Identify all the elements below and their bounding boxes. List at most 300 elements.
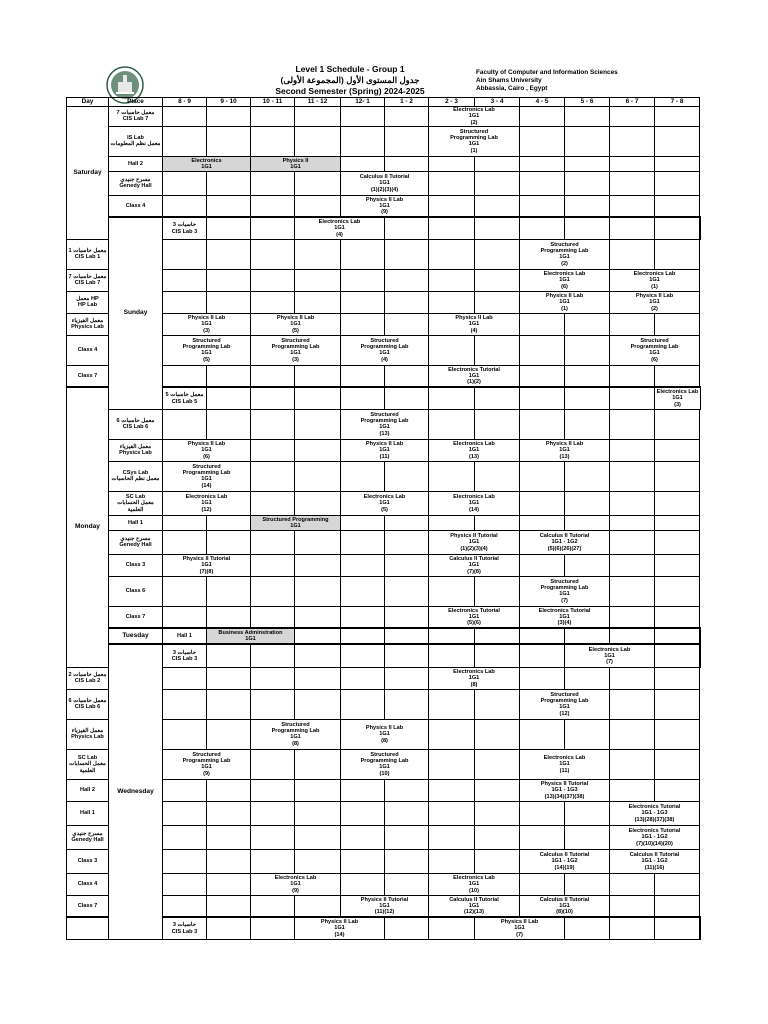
schedule-row (67, 291, 701, 313)
place-cell: Class 7 (109, 606, 163, 628)
empty-slot (475, 335, 520, 365)
session-cell: Electronics Lab 1G1 (5) (341, 491, 429, 515)
schedule-row (67, 195, 701, 217)
empty-slot (295, 461, 341, 491)
schedule-row (67, 825, 701, 849)
session-cell: Physics II Lab 1G1 (7) (475, 917, 565, 939)
column-header: 4 - 5 (520, 98, 565, 107)
empty-slot (385, 217, 429, 239)
empty-slot (207, 689, 251, 719)
schedule-row (67, 335, 701, 365)
empty-slot (385, 515, 429, 530)
empty-slot (251, 554, 295, 576)
day-cell (67, 917, 109, 939)
session-cell: Physics II Lab 1G1 (6) (163, 439, 251, 461)
empty-slot (295, 439, 341, 461)
address: Abbassia, Cairo , Egypt (476, 85, 548, 92)
schedule-row (67, 779, 701, 801)
empty-slot (520, 825, 565, 849)
empty-slot (655, 606, 700, 628)
column-header: 2 - 3 (429, 98, 475, 107)
empty-slot (520, 628, 565, 644)
place-cell: مسرح جنيدي Genedy Hall (67, 825, 109, 849)
empty-slot (341, 126, 385, 156)
empty-slot (610, 576, 655, 606)
place-cell: Class 6 (109, 576, 163, 606)
empty-slot (207, 849, 251, 873)
empty-slot (385, 667, 429, 689)
empty-slot (655, 409, 700, 439)
place-cell: SC Lab معمل الحسابات العلمية (109, 491, 163, 515)
column-header: 6 - 7 (610, 98, 655, 107)
session-cell: Electronics Lab 1G1 (13) (429, 439, 520, 461)
empty-slot (163, 825, 207, 849)
empty-slot (610, 917, 655, 939)
empty-slot (251, 126, 295, 156)
empty-slot (163, 291, 207, 313)
empty-slot (655, 491, 700, 515)
session-cell: Structured Programming Lab 1G1 (1) (429, 126, 520, 156)
empty-slot (429, 217, 475, 239)
place-cell: CSys Lab معمل نظم الحاسبات (109, 461, 163, 491)
empty-slot (655, 749, 700, 779)
header-row (67, 98, 701, 107)
place-cell: معمل حاسبات 5 CIS Lab 5 (163, 387, 207, 409)
session-cell: Electronics Lab 1G1 (7) (565, 644, 655, 667)
empty-slot (385, 365, 429, 387)
session-cell: Physics II Lab 1G1 (13) (520, 439, 610, 461)
session-cell: Structured Programming Lab 1G1 (2) (520, 239, 610, 269)
empty-slot (429, 387, 475, 409)
empty-slot (385, 825, 429, 849)
session-cell: Physics II Lab 1G1 (4) (429, 313, 520, 335)
schedule-row (67, 554, 701, 576)
empty-slot (251, 461, 295, 491)
faculty-name: Faculty of Computer and Information Sciences (476, 69, 618, 76)
empty-slot (385, 554, 429, 576)
empty-slot (251, 239, 295, 269)
session-cell: Electronics Tutorial 1G1 - 1G2 (7)(10)(14)(20) (610, 825, 700, 849)
empty-slot (341, 779, 385, 801)
place-cell: Hall 1 (67, 801, 109, 825)
schedule-arabic-title: جدول المستوى الأول (المجموعة الأولى) (280, 75, 420, 85)
column-header: 11 - 12 (295, 98, 341, 107)
empty-slot (610, 554, 655, 576)
empty-slot (385, 107, 429, 127)
place-cell: Hall 2 (109, 156, 163, 171)
empty-slot (385, 606, 429, 628)
empty-slot (341, 644, 385, 667)
place-cell: حاسبات 3 CIS Lab 3 (163, 917, 207, 939)
schedule-row (67, 644, 701, 667)
empty-slot (429, 335, 475, 365)
faculty-info (476, 69, 618, 93)
empty-slot (429, 515, 475, 530)
empty-slot (565, 387, 610, 409)
session-cell: Electronics Lab 1G1 (6) (520, 269, 610, 291)
session-cell: Calculus II Tutorial 1G1 - 1G2 (11)(16) (610, 849, 700, 873)
place-cell: Hall 1 (163, 628, 207, 644)
empty-slot (565, 313, 610, 335)
place-cell: SC Lab معمل الحسابات العلمية (67, 749, 109, 779)
empty-slot (295, 195, 341, 217)
empty-slot (565, 801, 610, 825)
empty-slot (251, 491, 295, 515)
empty-slot (163, 606, 207, 628)
empty-slot (655, 365, 700, 387)
place-cell: معمل حاسبات 1 CIS Lab 1 (67, 239, 109, 269)
empty-slot (655, 530, 700, 554)
empty-slot (163, 689, 207, 719)
empty-slot (655, 689, 700, 719)
empty-slot (341, 825, 385, 849)
empty-slot (341, 849, 385, 873)
empty-slot (610, 107, 655, 127)
schedule-row (67, 749, 701, 779)
schedule-row (67, 365, 701, 387)
empty-slot (341, 554, 385, 576)
empty-slot (655, 667, 700, 689)
empty-slot (475, 239, 520, 269)
empty-slot (251, 917, 295, 939)
place-cell: معمل حاسبات 7 CIS Lab 7 (67, 269, 109, 291)
empty-slot (207, 667, 251, 689)
empty-slot (610, 239, 655, 269)
column-header: 1 - 2 (385, 98, 429, 107)
schedule-row (67, 461, 701, 491)
empty-slot (475, 779, 520, 801)
empty-slot (341, 667, 385, 689)
place-cell: معمل الفيزياء Physics Lab (67, 313, 109, 335)
empty-slot (429, 628, 475, 644)
empty-slot (251, 849, 295, 873)
empty-slot (655, 895, 700, 917)
empty-slot (251, 291, 295, 313)
session-cell: Electronics Lab 1G1 (8) (429, 667, 520, 689)
session-cell: Electronics Lab 1G1 (1) (610, 269, 700, 291)
column-header: Day (67, 98, 109, 107)
empty-slot (655, 195, 700, 217)
session-cell: Electronics 1G1 (163, 156, 251, 171)
empty-slot (429, 171, 475, 195)
empty-slot (295, 606, 341, 628)
empty-slot (520, 195, 565, 217)
schedule-row (67, 628, 701, 644)
empty-slot (565, 873, 610, 895)
empty-slot (429, 749, 475, 779)
empty-slot (475, 801, 520, 825)
empty-slot (610, 515, 655, 530)
column-header: 12- 1 (341, 98, 385, 107)
empty-slot (295, 895, 341, 917)
session-cell: Structured Programming Lab 1G1 (7) (520, 576, 610, 606)
empty-slot (295, 365, 341, 387)
schedule-row (67, 895, 701, 917)
empty-slot (565, 825, 610, 849)
empty-slot (251, 576, 295, 606)
empty-slot (610, 689, 655, 719)
empty-slot (295, 667, 341, 689)
empty-slot (429, 917, 475, 939)
empty-slot (251, 409, 295, 439)
schedule-row (67, 801, 701, 825)
empty-slot (565, 667, 610, 689)
empty-slot (520, 107, 565, 127)
empty-slot (475, 156, 520, 171)
semester-title: Second Semester (Spring) 2024-2025 (275, 86, 425, 96)
session-cell: Electronics Tutorial 1G1 (1)(2) (429, 365, 520, 387)
empty-slot (163, 239, 207, 269)
empty-slot (655, 515, 700, 530)
empty-slot (475, 291, 520, 313)
empty-slot (700, 917, 701, 939)
empty-slot (207, 269, 251, 291)
empty-slot (565, 491, 610, 515)
empty-slot (610, 606, 655, 628)
column-header: 8 - 9 (163, 98, 207, 107)
empty-slot (207, 291, 251, 313)
empty-slot (163, 801, 207, 825)
empty-slot (207, 917, 251, 939)
empty-slot (475, 825, 520, 849)
empty-slot (341, 628, 385, 644)
empty-slot (341, 107, 385, 127)
empty-slot (655, 461, 700, 491)
empty-slot (610, 779, 655, 801)
place-cell: مسرح جنيدي Genedy Hall (109, 530, 163, 554)
empty-slot (207, 719, 251, 749)
empty-slot (610, 491, 655, 515)
empty-slot (341, 313, 385, 335)
empty-slot (163, 779, 207, 801)
session-cell: Physics II Tutorial 1G1 - 1G3 (13)(34)(37)(38) (520, 779, 610, 801)
empty-slot (610, 719, 655, 749)
empty-slot (520, 491, 565, 515)
empty-slot (565, 554, 610, 576)
schedule-row (67, 576, 701, 606)
empty-slot (475, 195, 520, 217)
session-cell: Calculus II Tutorial 1G1 (7)(8) (429, 554, 520, 576)
session-cell: Physics II Lab 1G1 (1) (520, 291, 610, 313)
empty-slot (520, 515, 565, 530)
empty-slot (207, 530, 251, 554)
place-cell: معمل حاسبات 6 CIS Lab 6 (67, 689, 109, 719)
empty-slot (610, 156, 655, 171)
empty-slot (163, 365, 207, 387)
schedule-row (67, 491, 701, 515)
session-cell: Calculus II Tutorial 1G1 (8)(10) (520, 895, 610, 917)
empty-slot (295, 801, 341, 825)
empty-slot (429, 239, 475, 269)
empty-slot (520, 667, 565, 689)
schedule-row (67, 156, 701, 171)
empty-slot (341, 801, 385, 825)
session-cell: Electronics Lab 1G1 (3) (655, 387, 701, 409)
column-header: 3 - 4 (475, 98, 520, 107)
university-name: Ain Shams University (476, 77, 542, 84)
empty-slot (385, 873, 429, 895)
empty-slot (610, 195, 655, 217)
empty-slot (610, 628, 655, 644)
empty-slot (655, 554, 700, 576)
empty-slot (610, 873, 655, 895)
empty-slot (429, 825, 475, 849)
empty-slot (565, 171, 610, 195)
empty-slot (295, 779, 341, 801)
empty-slot (475, 849, 520, 873)
schedule-row (67, 439, 701, 461)
empty-slot (163, 895, 207, 917)
empty-slot (610, 530, 655, 554)
empty-slot (475, 719, 520, 749)
place-cell: معمل حاسبات 2 CIS Lab 2 (67, 667, 109, 689)
empty-slot (251, 689, 295, 719)
place-cell: Class 7 (67, 895, 109, 917)
session-cell: Calculus II Tutorial 1G1 (12)(13) (429, 895, 520, 917)
empty-slot (520, 409, 565, 439)
empty-slot (207, 825, 251, 849)
session-cell: Structured Programming Lab 1G1 (3) (251, 335, 341, 365)
empty-slot (429, 644, 475, 667)
empty-slot (295, 825, 341, 849)
empty-slot (251, 895, 295, 917)
place-cell: Class 4 (109, 195, 163, 217)
empty-slot (295, 291, 341, 313)
empty-slot (295, 239, 341, 269)
column-header: 10 - 11 (251, 98, 295, 107)
empty-slot (565, 515, 610, 530)
empty-slot (295, 269, 341, 291)
empty-slot (520, 644, 565, 667)
empty-slot (610, 895, 655, 917)
session-cell: Structured Programming Lab 1G1 (9) (163, 749, 251, 779)
empty-slot (251, 269, 295, 291)
column-header: 7 - 8 (655, 98, 700, 107)
empty-slot (341, 606, 385, 628)
empty-slot (429, 409, 475, 439)
empty-slot (475, 269, 520, 291)
empty-slot (655, 217, 700, 239)
empty-slot (251, 171, 295, 195)
empty-slot (163, 269, 207, 291)
schedule-row (67, 269, 701, 291)
empty-slot (163, 107, 207, 127)
empty-slot (385, 387, 429, 409)
empty-slot (655, 239, 700, 269)
empty-slot (295, 491, 341, 515)
schedule-row (67, 719, 701, 749)
empty-slot (610, 409, 655, 439)
empty-slot (610, 439, 655, 461)
session-cell: Electronics Tutorial 1G1 (5)(6) (429, 606, 520, 628)
empty-slot (429, 779, 475, 801)
schedule-row (67, 313, 701, 335)
empty-slot (385, 461, 429, 491)
session-cell: Physics II 1G1 (251, 156, 341, 171)
empty-slot (520, 801, 565, 825)
place-cell: IS Lab معمل نظم المعلومات (109, 126, 163, 156)
session-cell: Structured Programming Lab 1G1 (8) (251, 719, 341, 749)
empty-slot (163, 171, 207, 195)
empty-slot (475, 644, 520, 667)
empty-slot (565, 917, 610, 939)
session-cell: Physics II Lab 1G1 (2) (610, 291, 700, 313)
session-cell: Physics II Lab 1G1 (5) (251, 313, 341, 335)
empty-slot (475, 387, 520, 409)
empty-slot (163, 849, 207, 873)
session-cell: Structured Programming Lab 1G1 (14) (163, 461, 251, 491)
place-cell: Hall 2 (67, 779, 109, 801)
empty-slot (429, 291, 475, 313)
empty-slot (655, 719, 700, 749)
schedule-row (67, 515, 701, 530)
empty-slot (385, 156, 429, 171)
empty-slot (520, 156, 565, 171)
session-cell: Electronics Lab 1G1 (11) (520, 749, 610, 779)
empty-slot (655, 644, 700, 667)
empty-slot (475, 628, 520, 644)
empty-slot (520, 365, 565, 387)
schedule-row (67, 171, 701, 195)
empty-slot (341, 461, 385, 491)
empty-slot (341, 239, 385, 269)
empty-slot (341, 576, 385, 606)
session-cell: Electronics Lab 1G1 (2) (429, 107, 520, 127)
schedule-row (67, 409, 701, 439)
empty-slot (385, 126, 429, 156)
empty-slot (207, 779, 251, 801)
column-header: Place (109, 98, 163, 107)
empty-slot (207, 195, 251, 217)
empty-slot (655, 126, 700, 156)
empty-slot (385, 313, 429, 335)
session-cell: Structured Programming Lab 1G1 (5) (163, 335, 251, 365)
empty-slot (565, 126, 610, 156)
empty-slot (700, 644, 701, 667)
place-cell: Hall 1 (109, 515, 163, 530)
empty-slot (565, 156, 610, 171)
empty-slot (475, 409, 520, 439)
empty-slot (251, 195, 295, 217)
session-cell: Physics II Lab 1G1 (8) (341, 719, 429, 749)
empty-slot (207, 387, 251, 409)
day-cell: Tuesday (109, 628, 163, 644)
session-cell: Structured Programming Lab 1G1 (10) (341, 749, 429, 779)
schedule-row (67, 849, 701, 873)
session-cell: Physics II Tutorial 1G1 (7)(8) (163, 554, 251, 576)
schedule-title-block (230, 64, 470, 97)
empty-slot (610, 749, 655, 779)
empty-slot (341, 689, 385, 719)
session-cell: Calculus II Tutorial 1G1 - 1G2 (5)(6)(26)(27) (520, 530, 610, 554)
empty-slot (475, 217, 520, 239)
session-cell: Structured Programming Lab 1G1 (6) (610, 335, 700, 365)
place-cell: Class 3 (109, 554, 163, 576)
day-cell: Sunday (109, 217, 163, 409)
empty-slot (295, 126, 341, 156)
empty-slot (475, 171, 520, 195)
empty-slot (295, 849, 341, 873)
empty-slot (251, 667, 295, 689)
empty-slot (295, 387, 341, 409)
schedule-row (67, 387, 701, 409)
empty-slot (610, 667, 655, 689)
session-cell: Physics II Tutorial 1G1 (1)(2)(3)(4) (429, 530, 520, 554)
empty-slot (385, 849, 429, 873)
empty-slot (475, 576, 520, 606)
empty-slot (565, 195, 610, 217)
empty-slot (385, 239, 429, 269)
